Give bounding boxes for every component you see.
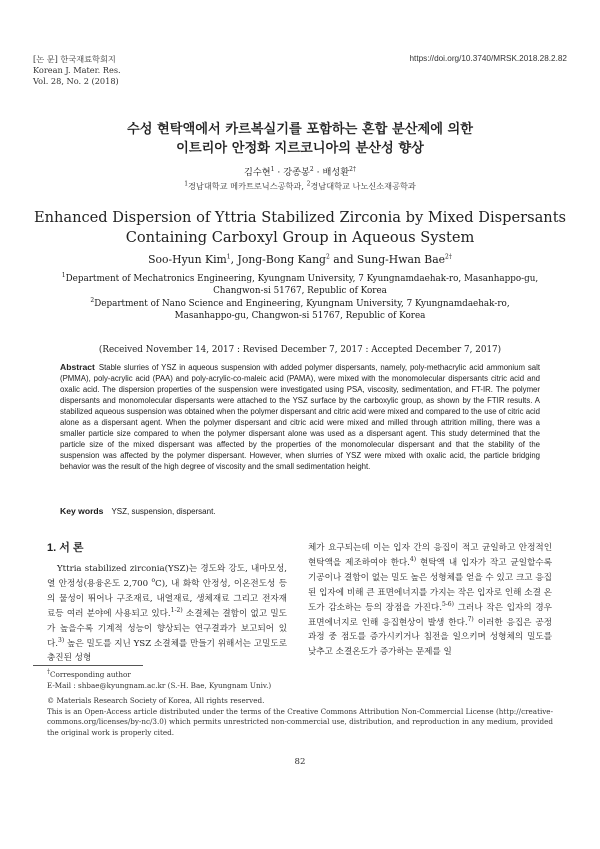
dagger-sup: † bbox=[47, 668, 50, 676]
korean-author-3: 배성환 bbox=[322, 167, 350, 178]
english-author-3: and Sung-Hwan Bae bbox=[329, 253, 446, 266]
korean-author-2: 강종봉 bbox=[283, 167, 310, 178]
korean-title-line2: 이트리아 안정화 지르코니아의 분산성 향상 bbox=[176, 141, 424, 156]
license-text: This is an Open-Access article distributed under the terms of the Creative Commons Attribution Non-Commercial License (http://creative-commons.org/licenses/by-nc/3.0) which permits unrestricted non-commercial use, distribution, and reproduction in any medium, provided the original work is properly cited. bbox=[47, 706, 553, 737]
intro-text-b: C), 내 화학 안정성, 이온전도성 등의 물성이 뛰어나 구조재료, 내열재료, 생체재료 그리고 전자재료등 여러 분야에 사용되고 있다. bbox=[47, 578, 287, 619]
english-aff-2-text: Department of Nano Science and Engineering, Kyungnam University, 7 Kyungnamdaehak-ro, Masanhappo-gu, Changwon-si 51767, Republic of Korea bbox=[94, 299, 510, 322]
keywords-label: Key words bbox=[60, 506, 104, 516]
citation-ref: 5-6) bbox=[441, 600, 454, 608]
aff-sup: 2 bbox=[306, 180, 311, 188]
english-author-2: , Jong-Bong Kang bbox=[230, 253, 326, 266]
received-dates: (Received November 14, 2017 : Revised December 7, 2017 : Accepted December 7, 2017) bbox=[98, 345, 502, 355]
english-aff-1-text: Department of Mechatronics Engineering, Kyungnam University, 7 Kyungnamdaehak-ro, Masanhappo-gu, Changwon-si 51767, Republic of Korea bbox=[65, 274, 539, 297]
english-author-1: Soo-Hyun Kim bbox=[148, 253, 227, 266]
author-2-sup: 2 bbox=[309, 165, 314, 173]
citation-ref: 7) bbox=[467, 615, 474, 623]
intro-cont-b: 현탁액 내 입자가 작고 균일할수록 기공이나 결함이 없는 밀도 높은 성형체를 얻을 수 있고 크고 응집된 입자에 비해 큰 표면에너지를 가지는 작은 입자로 인해 소결 온도가 감소하는 등의 장점을 가진다. bbox=[308, 557, 552, 613]
license-footnote bbox=[47, 696, 553, 738]
author-3-sup: 2† bbox=[349, 165, 356, 173]
english-title-line2: Containing Carboxyl Group in Aqueous System bbox=[125, 229, 475, 246]
intro-paragraph bbox=[47, 562, 287, 666]
abstract-text: Stable slurries of YSZ in aqueous suspension with added polymer dispersants, namely, poly-methacrylic acid ammonium salt (PMMA), poly-acrylic acid (PAA) and poly-acrylic-co-maleic acid (PAMA), were mixed with the monomolecular dispersants citric acid and oxalic acid. The dispersion properties of the suspension were investigated using PSA, viscosity, sedimentation, and FT-IR. The polymer dispersants and monomolecular dispersants were attached to the YSZ surface by the carboxylic group, as shown by the FTIR results. A stabilized aqueous suspension was obtained when the polymer dispersant and citric acid were mixed and compared to the use of citric acid alone as a dispersant agent. When the polymer dispersant and citric acid were mixed and milled through attrition milling, there was a smaller particle size compared to when the polymer dispersant alone was used as a dispersant agent. This study determined that the particle size of the mixed dispersant was affected by the properties of the monomolecular dispersant and that the stability of the suspension was affected by the polymer dispersant. However, when slurries of YSZ were mixed with oxalic acid, the particle bridging behavior was the result of the high degree of viscosity and the small sedimentation height. bbox=[60, 363, 540, 472]
corresponding-footnote bbox=[47, 670, 553, 691]
page-number: 82 bbox=[294, 757, 306, 767]
english-affiliation-1 bbox=[60, 273, 540, 298]
journal-name-korean: [논 문] 한국재료학회지 bbox=[33, 54, 116, 64]
intro-cont-c: 그러나 작은 입자의 경우 표면에너지로 인해 응집현상이 발생 한다. bbox=[308, 602, 552, 628]
corresponding-email: E-Mail : shbae@kyungnam.ac.kr (S.-H. Bae, Kyungnam Univ.) bbox=[47, 680, 272, 690]
citation-ref: 4) bbox=[409, 556, 417, 564]
korean-author-1: 김수현 bbox=[244, 167, 271, 178]
english-title-line1: Enhanced Dispersion of Yttria Stabilized Zirconia by Mixed Dispersants bbox=[33, 209, 567, 226]
abstract-label: Abstract bbox=[60, 362, 95, 372]
aff-sup: 2 bbox=[90, 297, 95, 305]
english-authors bbox=[0, 253, 600, 266]
corresponding-label: Corresponding author bbox=[50, 670, 131, 679]
footnote-divider bbox=[33, 665, 143, 666]
doi-link[interactable]: https://doi.org/10.3740/MRSK.2018.28.2.82 bbox=[409, 54, 567, 63]
citation-ref: 3) bbox=[58, 636, 65, 644]
copyright-notice: © Materials Research Society of Korea, All rights reserved. bbox=[47, 696, 265, 705]
korean-title-line1: 수성 현탁액에서 카르복실기를 포함하는 혼합 분산제에 의한 bbox=[126, 122, 474, 137]
korean-aff-2: 경남대학교 나노신소재공학과 bbox=[310, 181, 416, 191]
author-sup: 2† bbox=[445, 253, 452, 261]
author-1-sup: 1 bbox=[270, 165, 275, 173]
author-sup: 2 bbox=[325, 253, 330, 261]
intro-cont-d: 이러한 응집은 공정 과정 중 점도를 증가시키거나 침전을 일으키며 성형체의 밀도를 낮추고 소결온도가 증가하는 문제를 일 bbox=[308, 617, 552, 658]
journal-info bbox=[33, 54, 121, 87]
degree-sup: o bbox=[151, 577, 156, 585]
aff-sup: 1 bbox=[61, 272, 66, 280]
intro-paragraph-continued bbox=[308, 541, 552, 660]
journal-volume: Vol. 28, No. 2 (2018) bbox=[33, 76, 119, 86]
citation-ref: 1-2) bbox=[170, 606, 183, 614]
body-column-right bbox=[308, 541, 552, 660]
section-heading-introduction: 1. 서 론 bbox=[47, 542, 84, 554]
intro-cont-a: 체가 요구되는데 이는 입자 간의 응집이 적고 균일하고 안정적인 현탁액을 제조하여야 한다. bbox=[308, 543, 552, 568]
body-column-left bbox=[47, 541, 287, 666]
korean-affiliations bbox=[0, 181, 600, 192]
keywords bbox=[60, 506, 216, 516]
abstract bbox=[60, 362, 540, 472]
author-sep: · bbox=[274, 167, 284, 178]
journal-name-english: Korean J. Mater. Res. bbox=[33, 65, 121, 75]
author-sep: · bbox=[313, 167, 323, 178]
english-affiliation-2 bbox=[60, 298, 540, 323]
aff-sup: 1 bbox=[184, 180, 189, 188]
intro-text-c: 소결체는 결함이 없고 밀도가 높을수록 기계적 성능이 향상되는 연구결과가 보고되어 있다. bbox=[47, 608, 287, 649]
keywords-text: YSZ, suspension, dispersant. bbox=[111, 507, 216, 516]
intro-text-a: Yttria stabilized zirconia(YSZ)는 경도와 강도, 내마모성, 열 안정성(용융온도 2,700 bbox=[47, 564, 287, 589]
intro-text-d: 높은 밀도를 지닌 YSZ 소결체를 만들기 위해서는 고밀도로 충진된 성형 bbox=[47, 638, 287, 664]
author-sup: 1 bbox=[226, 253, 231, 261]
korean-aff-1: 경남대학교 메카트로닉스공학과, bbox=[188, 181, 307, 191]
korean-authors bbox=[0, 164, 600, 178]
